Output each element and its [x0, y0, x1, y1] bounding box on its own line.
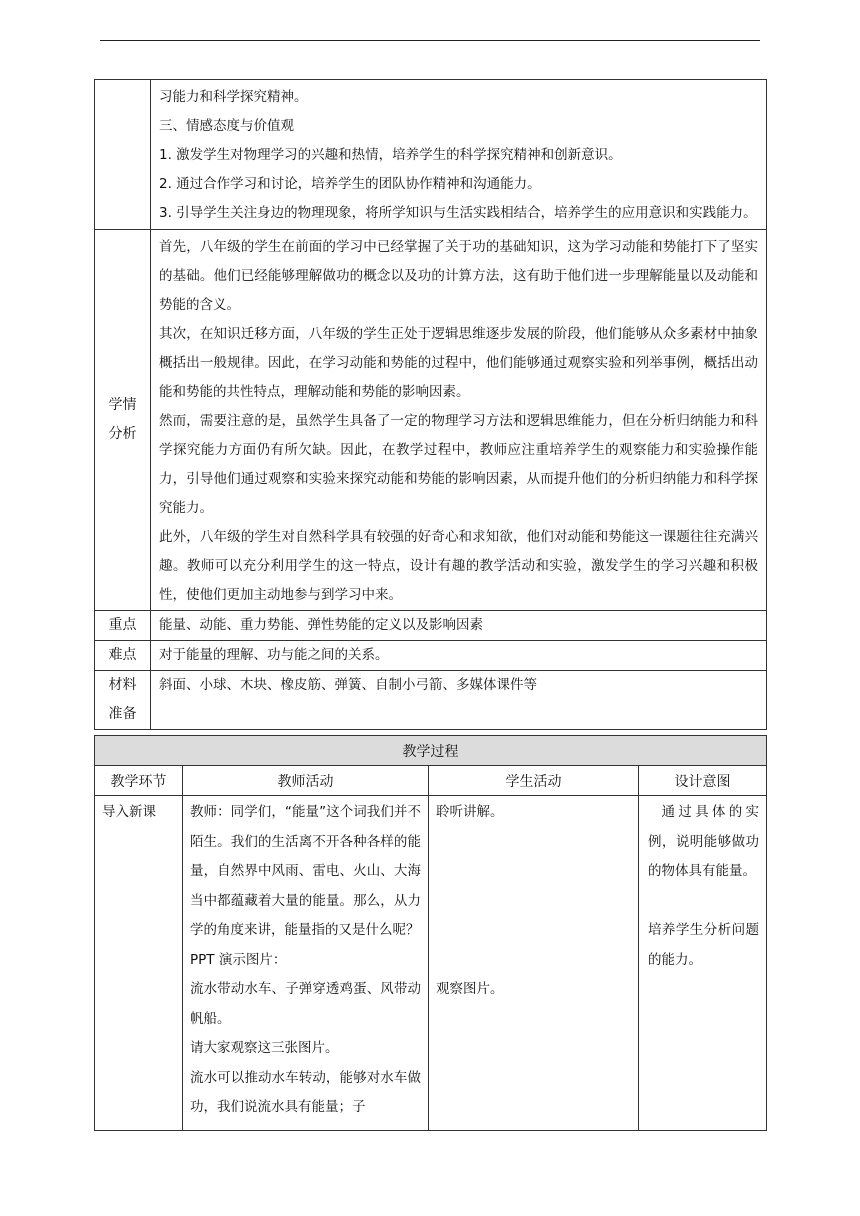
lesson-plan-table — [94, 79, 767, 730]
process-header-row — [95, 766, 767, 796]
text-line: 2. 通过合作学习和讨论，培养学生的团队协作精神和沟通能力。 — [159, 176, 541, 192]
process-title: 教学过程 — [95, 736, 767, 766]
materials-row — [95, 671, 767, 730]
design-intent — [639, 796, 767, 1131]
objectives-continued-row — [95, 80, 767, 230]
empty-label-cell — [95, 80, 151, 230]
header-stage: 教学环节 — [95, 766, 183, 796]
learner-analysis-row — [95, 230, 767, 611]
intent-item: 培养学生分析问题的能力。 — [648, 922, 759, 968]
objectives-continued — [151, 80, 767, 230]
teacher-paragraph: 流水带动水车、子弹穿透鸡蛋、风带动帆船。 — [190, 981, 421, 1027]
teacher-paragraph: 请大家观察这三张图片。 — [190, 1040, 339, 1056]
text-line: 1. 激发学生对物理学习的兴趣和热情，培养学生的科学探究精神和创新意识。 — [159, 147, 622, 163]
student-item: 观察图片。 — [436, 981, 504, 997]
header-rule — [100, 40, 760, 41]
learner-analysis-label: 学情分析 — [95, 230, 151, 611]
text-line: 3. 引导学生关注身边的物理现象，将所学知识与生活实践相结合，培养学生的应用意识和实践能力。 — [159, 205, 757, 221]
difficulties-text: 对于能量的理解、功与能之间的关系。 — [151, 641, 767, 671]
text-line: 习能力和科学探究精神。 — [159, 89, 308, 105]
header-student: 学生活动 — [429, 766, 639, 796]
process-row — [95, 796, 767, 1131]
teacher-paragraph: PPT 演示图片： — [190, 951, 287, 968]
paragraph: 然而，需要注意的是，虽然学生具备了一定的物理学习方法和逻辑思维能力，但在分析归纳能力和科学探究能力方面仍有所欠缺。因此，在教学过程中，教师应注重培养学生的观察能力和实验操作能力，引导他们通过观察和实验来探究动能和势能的影响因素，从而提升他们的分析归纳能力和科学探究能力。 — [159, 413, 758, 516]
header-intent: 设计意图 — [639, 766, 767, 796]
materials-text: 斜面、小球、木块、橡皮筋、弹簧、自制小弓箭、多媒体课件等 — [151, 671, 767, 730]
teacher-activity — [183, 796, 429, 1131]
teaching-process-table — [94, 735, 767, 1131]
student-item: 聆听讲解。 — [436, 804, 504, 820]
teacher-paragraph: 流水可以推动水车转动，能够对水车做功，我们说流水具有能量；子 — [190, 1069, 421, 1115]
stage-cell: 导入新课 — [95, 796, 183, 1131]
student-activity — [429, 796, 639, 1131]
difficulties-row — [95, 641, 767, 671]
learner-analysis-content — [151, 230, 767, 611]
header-teacher: 教师活动 — [183, 766, 429, 796]
teacher-paragraph: 教师：同学们，“能量”这个词我们并不陌生。我们的生活离不开各种各样的能量，自然界中风雨、雷电、火山、大海当中都蕴藏着大量的能量。那么，从力学的角度来讲，能量指的又是什么呢？ — [190, 804, 421, 938]
paragraph: 此外，八年级的学生对自然科学具有较强的好奇心和求知欲，他们对动能和势能这一课题往往充满兴趣。教师可以充分利用学生的这一特点，设计有趣的教学活动和实验，激发学生的学习兴趣和积极性，使他们更加主动地参与到学习中来。 — [159, 529, 758, 603]
key-points-text: 能量、动能、重力势能、弹性势能的定义以及影响因素 — [151, 611, 767, 641]
paragraph: 首先，八年级的学生在前面的学习中已经掌握了关于功的基础知识，这为学习动能和势能打下了坚实的基础。他们已经能够理解做功的概念以及功的计算方法，这有助于他们进一步理解能量以及动能和势能的含义。 — [159, 239, 758, 313]
key-points-label: 重点 — [95, 611, 151, 641]
paragraph: 其次，在知识迁移方面，八年级的学生正处于逻辑思维逐步发展的阶段，他们能够从众多素材中抽象概括出一般规律。因此，在学习动能和势能的过程中，他们能够通过观察实验和列举事例，概括出动能和势能的共性特点，理解动能和势能的影响因素。 — [159, 326, 758, 400]
section-heading: 三、情感态度与价值观 — [159, 118, 294, 134]
intent-item: 通过具体的实例，说明能够做功的物体具有能量。 — [648, 804, 759, 879]
key-points-row — [95, 611, 767, 641]
process-title-row — [95, 736, 767, 766]
materials-label: 材料准备 — [95, 671, 151, 730]
difficulties-label: 难点 — [95, 641, 151, 671]
